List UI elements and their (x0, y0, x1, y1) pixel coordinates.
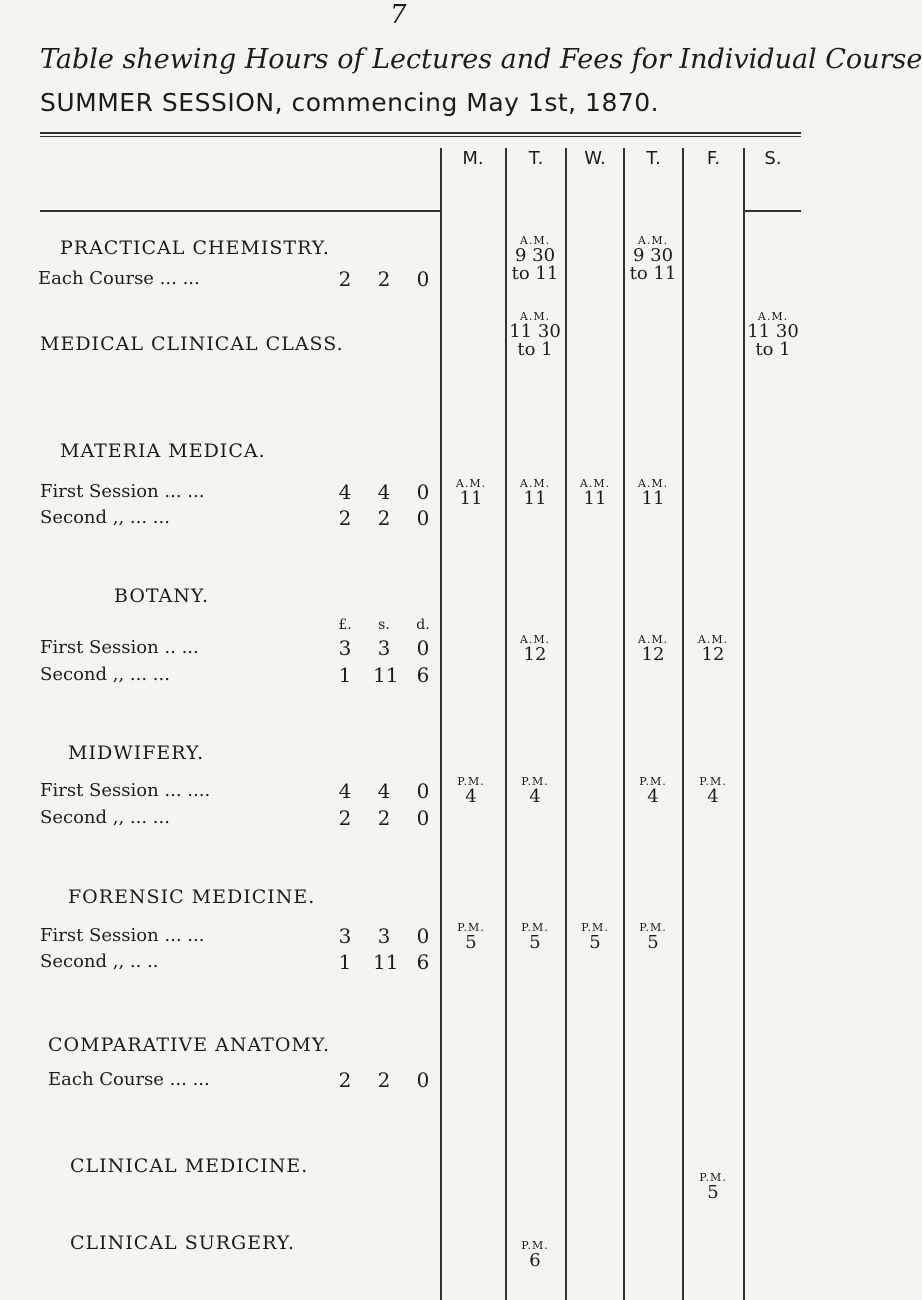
time: 9 30 (632, 244, 674, 266)
fee-pounds: 1 (338, 950, 352, 974)
fee-row-label: Second ,, ... ... (40, 807, 170, 828)
schedule-cell (625, 922, 681, 952)
header-rule-right (745, 210, 801, 212)
schedule-cell (625, 776, 681, 806)
fee-row-label: Each Course ... ... (38, 268, 200, 289)
time: 11 (641, 487, 665, 509)
meridiem: P.M. (521, 775, 549, 788)
meridiem: A.M. (637, 234, 669, 247)
meridiem: P.M. (699, 775, 727, 788)
column-rule-fri (682, 148, 684, 1300)
fee-row-label: First Session ... .... (40, 780, 211, 801)
time-end: to 11 (629, 263, 677, 285)
time: 12 (523, 643, 547, 665)
page-title: Table shewing Hours of Lectures and Fees for Individual Course (40, 44, 922, 75)
meridiem: P.M. (639, 921, 667, 934)
section-title: CLINICAL MEDICINE. (70, 1155, 309, 1177)
meridiem: A.M. (519, 477, 551, 490)
currency-header-shillings: s. (378, 617, 390, 633)
meridiem: A.M. (757, 310, 789, 323)
time: 5 (707, 1181, 719, 1203)
fee-pence: 6 (416, 663, 430, 687)
schedule-cell (685, 776, 741, 806)
schedule-cell (685, 634, 741, 664)
section-title: BOTANY. (114, 585, 210, 607)
fee-pounds: 2 (338, 1068, 352, 1092)
meridiem: A.M. (519, 310, 551, 323)
time: 11 (459, 487, 483, 509)
time: 5 (529, 931, 541, 953)
fee-row-label: First Session .. ... (40, 637, 199, 658)
column-rule-wed (565, 148, 567, 1300)
meridiem: A.M. (455, 477, 487, 490)
page-subtitle: SUMMER SESSION, commencing May 1st, 1870. (40, 88, 660, 117)
meridiem: P.M. (699, 1171, 727, 1184)
schedule-cell (507, 634, 563, 664)
time: 11 (523, 487, 547, 509)
meridiem: A.M. (637, 633, 669, 646)
section-title: MIDWIFERY. (68, 742, 205, 764)
time-end: to 1 (517, 339, 553, 361)
time: 4 (529, 785, 541, 807)
fee-row-label: First Session ... ... (40, 925, 205, 946)
day-header-thu: T. (646, 148, 661, 169)
fee-pence: 0 (416, 779, 430, 803)
time-end: to 1 (755, 339, 791, 361)
fee-pounds: 2 (338, 506, 352, 530)
fee-shillings: 3 (377, 636, 391, 660)
currency-header-pence: d. (416, 617, 430, 633)
fee-row-label: Second ,, ... ... (40, 507, 170, 528)
time: 5 (465, 931, 477, 953)
fee-pence: 6 (416, 950, 430, 974)
fee-pounds: 1 (338, 663, 352, 687)
fee-row-label: First Session ... ... (40, 481, 205, 502)
schedule-cell (745, 311, 801, 360)
fee-pence: 0 (416, 636, 430, 660)
top-rule (40, 132, 801, 134)
fee-pence: 0 (416, 924, 430, 948)
time: 12 (641, 643, 665, 665)
schedule-cell (443, 478, 499, 508)
section-title: CLINICAL SURGERY. (70, 1232, 295, 1254)
meridiem: P.M. (521, 921, 549, 934)
schedule-cell (507, 235, 563, 284)
fee-pence: 0 (416, 480, 430, 504)
time: 11 30 (747, 320, 799, 342)
fee-pence: 0 (416, 806, 430, 830)
schedule-cell (443, 922, 499, 952)
schedule-cell (567, 922, 623, 952)
fee-shillings: 2 (377, 1068, 391, 1092)
schedule-cell (625, 478, 681, 508)
schedule-cell (507, 311, 563, 360)
section-title: FORENSIC MEDICINE. (68, 886, 316, 908)
time: 4 (707, 785, 719, 807)
meridiem: P.M. (457, 775, 485, 788)
time: 5 (589, 931, 601, 953)
fee-shillings: 4 (377, 779, 391, 803)
fee-shillings: 4 (377, 480, 391, 504)
section-title: COMPARATIVE ANATOMY. (48, 1034, 330, 1056)
schedule-cell (507, 1240, 563, 1270)
top-rule-thin (40, 136, 801, 137)
fee-row-label: Second ,, .. .. (40, 951, 159, 972)
fee-pence: 0 (416, 267, 430, 291)
schedule-cell (507, 922, 563, 952)
fee-shillings: 11 (373, 663, 399, 687)
time: 12 (701, 643, 725, 665)
meridiem: P.M. (581, 921, 609, 934)
currency-header-pounds: £. (338, 617, 352, 633)
meridiem: A.M. (697, 633, 729, 646)
fee-shillings: 3 (377, 924, 391, 948)
fee-shillings: 11 (373, 950, 399, 974)
fee-pence: 0 (416, 506, 430, 530)
day-header-wed: W. (584, 148, 606, 169)
meridiem: A.M. (519, 633, 551, 646)
schedule-cell (443, 776, 499, 806)
section-title: MEDICAL CLINICAL CLASS. (40, 333, 344, 355)
meridiem: A.M. (579, 477, 611, 490)
fee-pounds: 4 (338, 779, 352, 803)
meridiem: P.M. (521, 1239, 549, 1252)
time: 4 (647, 785, 659, 807)
header-rule-left (40, 210, 440, 212)
fee-shillings: 2 (377, 506, 391, 530)
fee-row-label: Each Course ... ... (48, 1069, 210, 1090)
column-rule-mon (440, 148, 442, 1300)
fee-shillings: 2 (377, 806, 391, 830)
time-end: to 11 (511, 263, 559, 285)
day-header-fri: F. (706, 148, 721, 169)
schedule-cell (507, 478, 563, 508)
fee-pounds: 2 (338, 267, 352, 291)
day-header-sat: S. (764, 148, 782, 169)
time: 9 30 (514, 244, 556, 266)
time: 6 (529, 1249, 541, 1271)
day-header-tue: T. (528, 148, 544, 169)
page-number: 7 (390, 0, 407, 30)
schedule-cell (685, 1172, 741, 1202)
fee-pounds: 3 (338, 924, 352, 948)
day-header-mon: M. (462, 148, 484, 169)
column-rule-thu (623, 148, 625, 1300)
meridiem: A.M. (519, 234, 551, 247)
meridiem: P.M. (457, 921, 485, 934)
fee-pounds: 2 (338, 806, 352, 830)
time: 11 (583, 487, 607, 509)
time: 5 (647, 931, 659, 953)
fee-row-label: Second ,, ... ... (40, 664, 170, 685)
fee-pounds: 3 (338, 636, 352, 660)
section-title: MATERIA MEDICA. (60, 440, 266, 462)
schedule-cell (507, 776, 563, 806)
schedule-cell (625, 235, 681, 284)
section-title: PRACTICAL CHEMISTRY. (60, 237, 330, 259)
meridiem: P.M. (639, 775, 667, 788)
fee-pounds: 4 (338, 480, 352, 504)
schedule-cell (567, 478, 623, 508)
meridiem: A.M. (637, 477, 669, 490)
time: 4 (465, 785, 477, 807)
time: 11 30 (509, 320, 561, 342)
fee-pence: 0 (416, 1068, 430, 1092)
schedule-cell (625, 634, 681, 664)
fee-shillings: 2 (377, 267, 391, 291)
